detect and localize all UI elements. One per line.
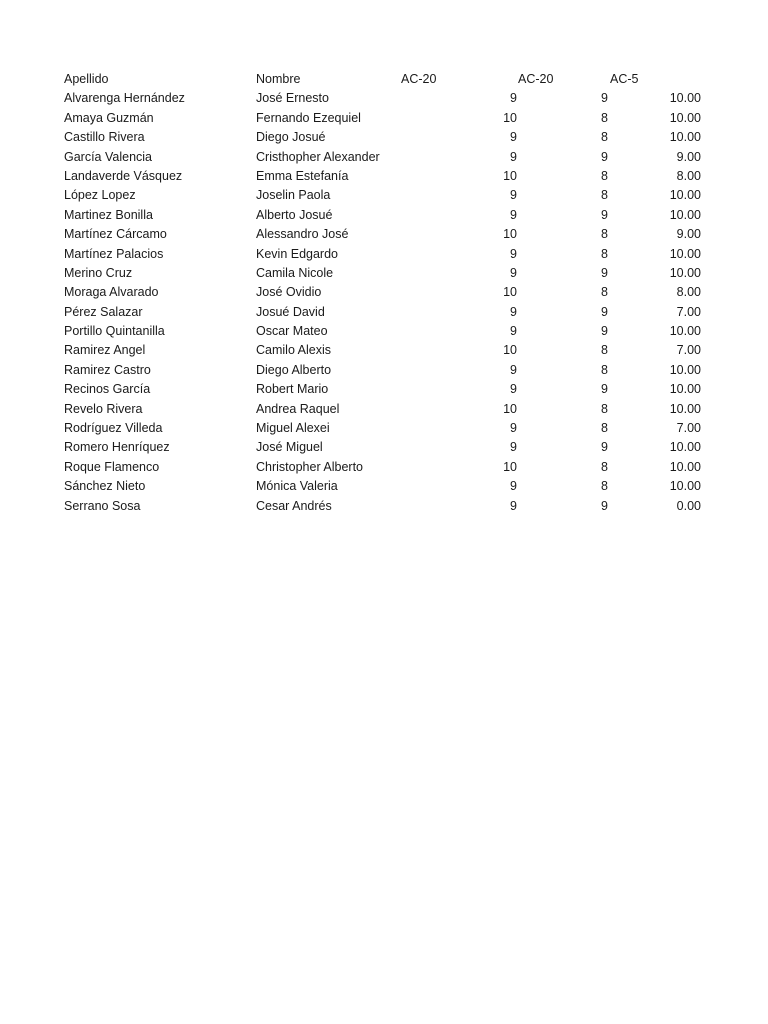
apellido-cell: Martinez Bonilla — [64, 207, 153, 222]
table-row — [64, 322, 704, 341]
ac-20-first-cell: 9 — [510, 362, 517, 377]
ac-20-second-cell: 8 — [601, 343, 608, 358]
apellido-cell: Roque Flamenco — [64, 459, 160, 474]
ac-5-cell: 9.00 — [676, 227, 701, 242]
nombre-cell: Diego Josué — [256, 130, 326, 145]
nombre-cell: Joselin Paola — [256, 188, 331, 203]
ac-20-second-cell: 8 — [601, 130, 608, 145]
ac-20-second-cell: 8 — [601, 459, 608, 474]
nombre-cell: Kevin Edgardo — [256, 246, 339, 261]
table-row — [64, 400, 704, 419]
ac-20-second-cell: 8 — [601, 188, 608, 203]
apellido-cell: Romero Henríquez — [64, 440, 170, 455]
table-row — [64, 458, 704, 477]
apellido-cell: Moraga Alvarado — [64, 285, 159, 300]
ac-5-cell: 10.00 — [669, 110, 701, 125]
ac-20-first-cell: 9 — [510, 498, 517, 513]
ac-20-second-cell: 9 — [601, 304, 608, 319]
ac-20-first-cell: 10 — [503, 168, 517, 183]
apellido-cell: Ramirez Castro — [64, 362, 151, 377]
ac-20-second-cell: 8 — [601, 479, 608, 494]
ac-20-second-cell: 9 — [601, 207, 608, 222]
table-row — [64, 283, 704, 302]
ac-20-second-cell: 9 — [601, 324, 608, 339]
ac-20-first-cell: 10 — [503, 459, 517, 474]
ac-20-second-cell: 8 — [601, 421, 608, 436]
grades-sheet — [64, 70, 704, 516]
ac-20-first-cell: 9 — [510, 207, 517, 222]
ac-5-cell: 10.00 — [669, 246, 701, 261]
ac-20-second-cell: 8 — [601, 401, 608, 416]
ac-20-second-cell: 8 — [601, 246, 608, 261]
apellido-cell: García Valencia — [64, 149, 153, 164]
nombre-cell: Josué David — [256, 304, 325, 319]
ac-20-first-cell: 9 — [510, 188, 517, 203]
table-row — [64, 245, 704, 264]
nombre-cell: Alessandro José — [256, 227, 349, 242]
ac-5-cell: 10.00 — [669, 324, 701, 339]
ac-20-first-cell: 10 — [503, 110, 517, 125]
nombre-cell: Fernando Ezequiel — [256, 110, 361, 125]
ac-5-cell: 9.00 — [676, 149, 701, 164]
ac-5-cell: 7.00 — [676, 304, 701, 319]
apellido-cell: Merino Cruz — [64, 265, 133, 280]
ac-20-first-cell: 10 — [503, 401, 517, 416]
header-apellido: Apellido — [64, 72, 109, 86]
nombre-cell: Oscar Mateo — [256, 324, 328, 339]
nombre-cell: José Ernesto — [256, 91, 329, 106]
ac-5-cell: 10.00 — [669, 382, 701, 397]
apellido-cell: Amaya Guzmán — [64, 110, 154, 125]
apellido-cell: Ramirez Angel — [64, 343, 146, 358]
apellido-cell: Martínez Palacios — [64, 246, 164, 261]
ac-20-second-cell: 9 — [601, 382, 608, 397]
ac-20-second-cell: 9 — [601, 440, 608, 455]
apellido-cell: Recinos García — [64, 382, 151, 397]
ac-5-cell: 10.00 — [669, 265, 701, 280]
ac-20-first-cell: 9 — [510, 382, 517, 397]
ac-20-first-cell: 10 — [503, 227, 517, 242]
ac-20-first-cell: 10 — [503, 343, 517, 358]
nombre-cell: Alberto Josué — [256, 207, 333, 222]
ac-20-first-cell: 9 — [510, 479, 517, 494]
ac-20-first-cell: 9 — [510, 421, 517, 436]
nombre-cell: Miguel Alexei — [256, 421, 330, 436]
nombre-cell: Christopher Alberto — [256, 459, 364, 474]
nombre-cell: Cesar Andrés — [256, 498, 332, 513]
table-row — [64, 361, 704, 380]
ac-20-first-cell: 9 — [510, 149, 517, 164]
header-ac-20-second: AC-20 — [518, 72, 554, 86]
ac-20-second-cell: 9 — [601, 265, 608, 280]
nombre-cell: Camilo Alexis — [256, 343, 332, 358]
ac-5-cell: 10.00 — [669, 130, 701, 145]
nombre-cell: José Ovidio — [256, 285, 322, 300]
table-row — [64, 225, 704, 244]
ac-20-first-cell: 9 — [510, 440, 517, 455]
table-row — [64, 303, 704, 322]
apellido-cell: Landaverde Vásquez — [64, 168, 183, 183]
table-row — [64, 341, 704, 360]
ac-5-cell: 7.00 — [676, 343, 701, 358]
table-row — [64, 89, 704, 108]
apellido-cell: Serrano Sosa — [64, 498, 141, 513]
table-row — [64, 167, 704, 186]
nombre-cell: Emma Estefanía — [256, 168, 349, 183]
table-row — [64, 148, 704, 167]
ac-20-first-cell: 10 — [503, 285, 517, 300]
table-row — [64, 477, 704, 496]
table-row — [64, 380, 704, 399]
apellido-cell: Portillo Quintanilla — [64, 324, 165, 339]
ac-5-cell: 10.00 — [669, 479, 701, 494]
nombre-cell: Camila Nicole — [256, 265, 334, 280]
nombre-cell: Diego Alberto — [256, 362, 332, 377]
nombre-cell: Robert Mario — [256, 382, 329, 397]
ac-20-second-cell: 9 — [601, 498, 608, 513]
ac-5-cell: 10.00 — [669, 207, 701, 222]
table-row — [64, 206, 704, 225]
header-nombre: Nombre — [256, 72, 301, 86]
apellido-cell: López Lopez — [64, 188, 136, 203]
ac-5-cell: 10.00 — [669, 91, 701, 106]
ac-20-first-cell: 9 — [510, 265, 517, 280]
header-ac-5: AC-5 — [610, 72, 639, 86]
header-ac-20-first: AC-20 — [401, 72, 437, 86]
apellido-cell: Sánchez Nieto — [64, 479, 146, 494]
table-body — [64, 89, 704, 516]
ac-20-second-cell: 9 — [601, 91, 608, 106]
apellido-cell: Alvarenga Hernández — [64, 91, 185, 106]
table-row — [64, 497, 704, 516]
table-row — [64, 128, 704, 147]
apellido-cell: Rodríguez Villeda — [64, 421, 163, 436]
ac-5-cell: 8.00 — [676, 168, 701, 183]
apellido-cell: Revelo Rivera — [64, 401, 143, 416]
ac-20-first-cell: 9 — [510, 130, 517, 145]
apellido-cell: Martínez Cárcamo — [64, 227, 167, 242]
ac-20-second-cell: 8 — [601, 362, 608, 377]
ac-20-second-cell: 8 — [601, 110, 608, 125]
apellido-cell: Castillo Rivera — [64, 130, 145, 145]
ac-5-cell: 10.00 — [669, 459, 701, 474]
ac-20-first-cell: 9 — [510, 324, 517, 339]
ac-5-cell: 10.00 — [669, 401, 701, 416]
table-row — [64, 109, 704, 128]
table-row — [64, 186, 704, 205]
nombre-cell: Cristhopher Alexander — [256, 149, 380, 164]
ac-5-cell: 10.00 — [669, 188, 701, 203]
ac-5-cell: 10.00 — [669, 362, 701, 377]
nombre-cell: Andrea Raquel — [256, 401, 340, 416]
ac-20-first-cell: 9 — [510, 91, 517, 106]
ac-5-cell: 10.00 — [669, 440, 701, 455]
ac-20-first-cell: 9 — [510, 304, 517, 319]
table-row — [64, 419, 704, 438]
table-row — [64, 438, 704, 457]
ac-20-second-cell: 8 — [601, 168, 608, 183]
ac-5-cell: 0.00 — [676, 498, 701, 513]
ac-5-cell: 7.00 — [676, 421, 701, 436]
nombre-cell: Mónica Valeria — [256, 479, 338, 494]
ac-20-second-cell: 8 — [601, 227, 608, 242]
ac-5-cell: 8.00 — [676, 285, 701, 300]
ac-20-first-cell: 9 — [510, 246, 517, 261]
apellido-cell: Pérez Salazar — [64, 304, 143, 319]
ac-20-second-cell: 9 — [601, 149, 608, 164]
nombre-cell: José Miguel — [256, 440, 323, 455]
table-row — [64, 264, 704, 283]
header-row — [64, 70, 704, 89]
ac-20-second-cell: 8 — [601, 285, 608, 300]
